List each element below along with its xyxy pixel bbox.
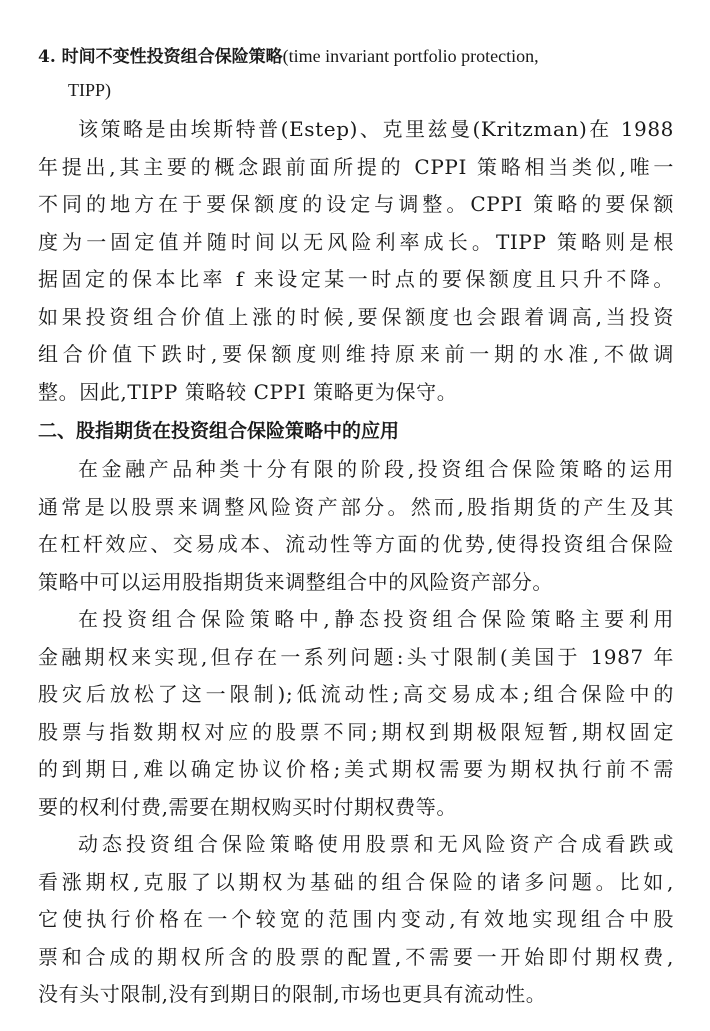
paragraph-line: 没有头寸限制,没有到期日的限制,市场也更具有流动性。: [38, 982, 547, 1006]
paragraph-line: 股灾后放松了这一限制);低流动性;高交易成本;组合保险中的: [38, 682, 674, 706]
paragraph-line: 年提出,其主要的概念跟前面所提的 CPPI 策略相当类似,唯一: [38, 154, 674, 179]
document-page: [38, 40, 674, 1014]
paragraph-line: 组合价值下跌时,要保额度则维持原来前一期的水准,不做调: [38, 342, 674, 366]
paragraph-line: 的到期日,难以确定协议价格;美式期权需要为期权执行前不需: [38, 757, 674, 781]
paragraph-line: 金融期权来实现,但存在一系列问题:头寸限制(美国于 1987 年: [38, 644, 674, 669]
paragraph-line: 要的权利付费,需要在期权购买时付期权费等。: [38, 794, 457, 819]
subsection-english-title-end: TIPP): [68, 80, 112, 100]
paragraph-line: 它使执行价格在一个较宽的范围内变动,有效地实现组合中股: [38, 907, 674, 931]
subsection-title: 时间不变性投资组合保险策略: [61, 47, 283, 67]
paragraph-line: 看涨期权,克服了以期权为基础的组合保险的诸多问题。比如,: [38, 869, 674, 894]
subsection-heading-tipp: [38, 40, 674, 107]
paragraph-line: 据固定的保本比率 f 来设定某一时点的要保额度且只升不降。: [38, 267, 674, 291]
paragraph-line: 在投资组合保险策略中,静态投资组合保险策略主要利用: [78, 607, 674, 631]
paragraph-line: 股票与指数期权对应的股票不同;期权到期极限短暂,期权固定: [38, 719, 674, 744]
paragraph-line: 票和合成的期权所含的股票的配置,不需要一开始即付期权费,: [38, 944, 674, 969]
paragraph-line: 在杠杆效应、交易成本、流动性等方面的优势,使得投资组合保险: [38, 532, 674, 556]
paragraph-tipp-description: [38, 111, 674, 411]
paragraph-line: 度为一固定值并随时间以无风险利率成长。TIPP 策略则是根: [38, 229, 674, 254]
subsection-number: 4.: [38, 47, 56, 67]
paragraph-line: 动态投资组合保险策略使用股票和无风险资产合成看跌或: [78, 832, 674, 856]
paragraph-dynamic-strategy: [38, 826, 674, 1014]
paragraph-line: 通常是以股票来调整风险资产部分。然而,股指期货的产生及其: [38, 494, 674, 519]
paragraph-line: 策略中可以运用股指期货来调整组合中的风险资产部分。: [38, 569, 553, 594]
section-heading-index-futures: 二、股指期货在投资组合保险策略中的应用: [38, 420, 400, 442]
paragraph-futures-advantage: [38, 451, 674, 601]
paragraph-static-strategy: [38, 601, 674, 826]
paragraph-line: 在金融产品种类十分有限的阶段,投资组合保险策略的运用: [78, 457, 674, 481]
paragraph-line: 不同的地方在于要保额度的设定与调整。CPPI 策略的要保额: [38, 192, 674, 216]
subsection-english-title: (time invariant portfolio protection,: [282, 46, 539, 66]
paragraph-line: 整。因此,TIPP 策略较 CPPI 策略更为保守。: [38, 379, 458, 404]
paragraph-line: 如果投资组合价值上涨的时候,要保额度也会跟着调高,当投资: [38, 304, 674, 329]
paragraph-line: 该策略是由埃斯特普(Estep)、克里兹曼(Kritzman)在 1988: [78, 117, 674, 141]
